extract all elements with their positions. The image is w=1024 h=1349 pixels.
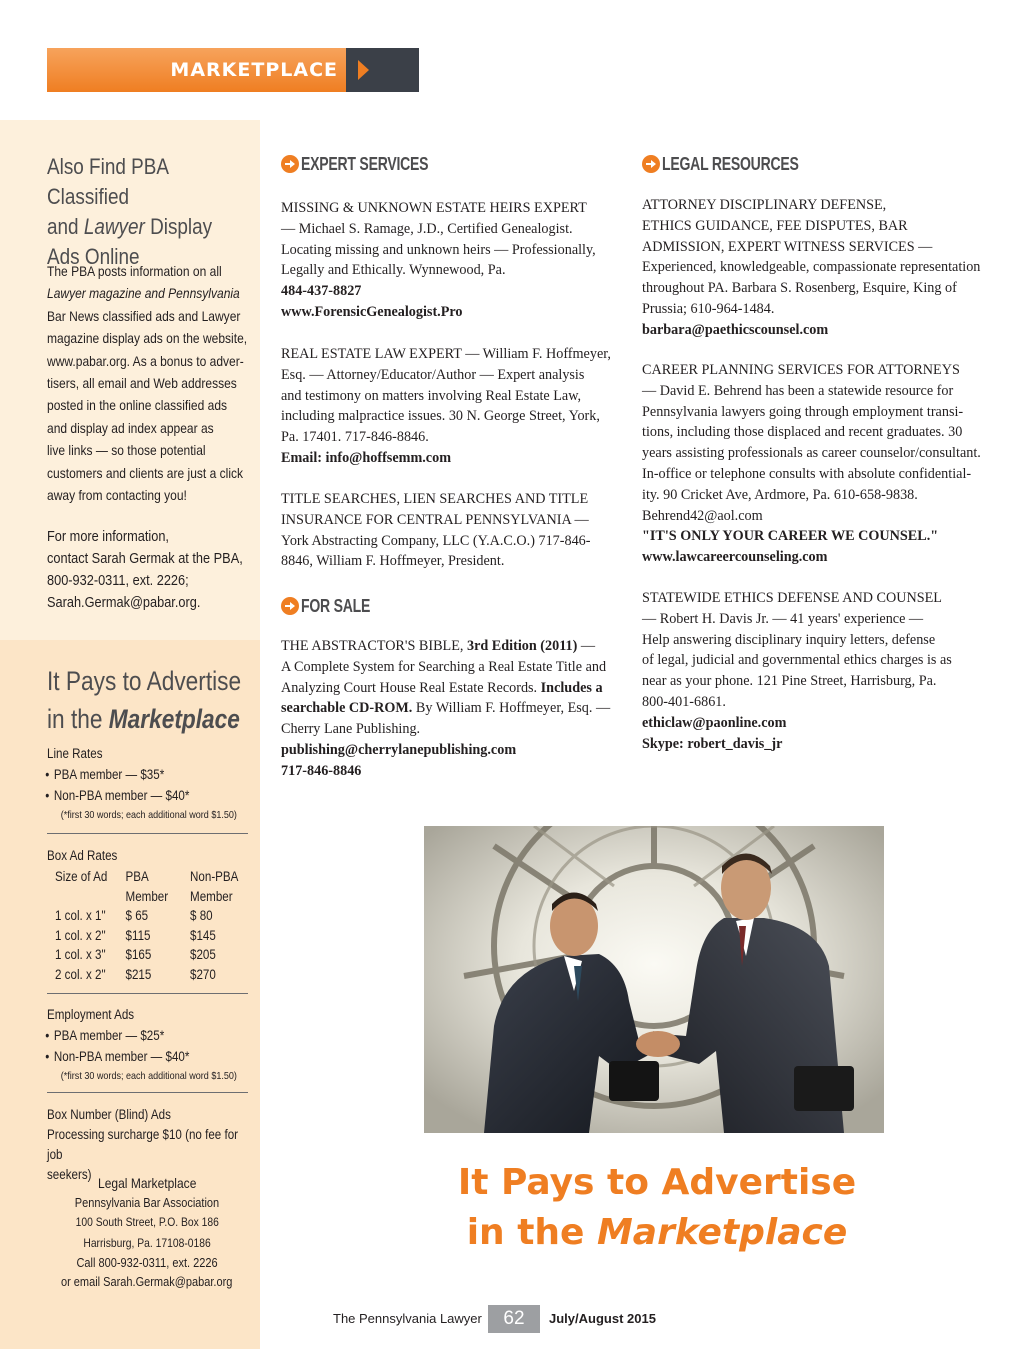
arrow-right-circle-icon — [642, 155, 660, 173]
rate-item: • Non-PBA member — $40* — [47, 785, 253, 806]
rate-note: (*first 30 words; each additional word $1.50) — [60, 809, 237, 821]
employment-list — [47, 1025, 253, 1067]
header-size: Size of Ad — [55, 869, 108, 884]
ad-line: In-office or telephone consults with absolute confidential- — [642, 465, 972, 482]
heading-marketplace: Marketplace — [108, 704, 240, 734]
table-row — [55, 906, 259, 926]
ad-text: By William F. Hoffmeyer, Esq. — — [412, 700, 611, 717]
ad-line: STATEWIDE ETHICS DEFENSE AND COUNSEL — [642, 590, 942, 606]
pays-heading — [47, 662, 249, 738]
ad-abstractors-bible — [281, 636, 617, 782]
ad-line: ATTORNEY DISCIPLINARY DEFENSE, — [642, 197, 887, 213]
line-rates-title: Line Rates — [47, 746, 103, 761]
legal-resources-column — [642, 152, 987, 752]
body-line: Bar News classified ads and Lawyer — [47, 307, 241, 324]
page-number: 62 — [488, 1305, 540, 1333]
ad-ethics-defense — [642, 588, 987, 754]
ad-career-planning — [642, 360, 987, 568]
handshake-photo — [424, 826, 884, 1133]
ad-line: REAL ESTATE LAW EXPERT — William F. Hoffmeyer, — [281, 346, 611, 362]
body-line: live links — so those potential — [47, 442, 206, 459]
cell: 1 col. x 2" — [55, 927, 106, 943]
also-find-heading — [47, 152, 253, 272]
promo-in-the: in the — [466, 1212, 597, 1253]
contact-line: For more information, — [47, 529, 169, 545]
ad-website-link[interactable]: www.ForensicGenealogist.Pro — [281, 303, 463, 320]
cell: $ 65 — [125, 908, 149, 923]
box-number-title: Box Number (Blind) Ads — [47, 1107, 171, 1122]
ad-text: THE ABSTRACTOR'S BIBLE, — [281, 638, 467, 654]
also-find-heading-line1: Also Find PBA Classified — [47, 154, 168, 209]
ad-phone[interactable]: 717-846-8846 — [281, 762, 362, 779]
header-nonpba-text: Non-PBA Member — [190, 869, 238, 904]
ad-slogan: "IT'S ONLY YOUR CAREER WE COUNSEL." — [642, 528, 939, 545]
body-line: tisers, all email and Web addresses — [47, 375, 237, 392]
employment-rates — [47, 1005, 253, 1085]
ad-line: including malpractice issues. 30 N. George Street, York, — [281, 408, 600, 425]
heading-text: LEGAL RESOURCES — [662, 153, 799, 174]
table-row — [55, 965, 259, 985]
ad-bold: 3rd Edition (2011) — [466, 638, 578, 654]
address-text: 100 South Street, P.O. Box 186 — [75, 1215, 219, 1230]
ad-email-link[interactable]: barbara@paethicscounsel.com — [642, 321, 829, 338]
heading-in-the: in the — [47, 704, 109, 734]
for-sale-column — [281, 594, 617, 779]
ad-line — [281, 698, 617, 719]
divider — [47, 833, 248, 834]
box-rates-table — [55, 867, 259, 984]
ad-line: Prussia; 610-964-1484. — [642, 300, 775, 317]
legal-marketplace-address — [47, 1174, 247, 1291]
section-banner — [47, 48, 419, 92]
also-find-contact — [47, 526, 258, 614]
cell: 1 col. x 3" — [55, 947, 106, 962]
divider — [47, 1092, 248, 1093]
box-rates-title-wrap — [47, 846, 253, 866]
ad-line: ETHICS GUIDANCE, FEE DISPUTES, BAR — [642, 217, 908, 234]
table-header — [55, 867, 259, 906]
cell: $270 — [190, 966, 216, 982]
ad-line: MISSING & UNKNOWN ESTATE HEIRS EXPERT — [281, 200, 587, 216]
address-text: Pennsylvania Bar Association — [74, 1195, 220, 1211]
ad-line: Esq. — Attorney/Educator/Author — Expert analysis — [281, 366, 585, 383]
legal-resources-heading — [642, 152, 987, 176]
ad-text: — — [577, 638, 596, 654]
banner-title: MARKETPLACE — [170, 59, 338, 81]
table-row — [55, 926, 259, 946]
pays-heading-line1: It Pays to Advertise — [47, 666, 242, 696]
box-number-text: seekers) — [47, 1167, 92, 1182]
ad-line: and testimony on matters involving Real Estate Law, — [281, 387, 582, 404]
cell: $ 80 — [190, 908, 213, 923]
ad-line: 800-401-6861. — [642, 693, 726, 710]
cell: $145 — [190, 927, 216, 943]
body-line: customers and clients are just a click — [47, 464, 244, 481]
ad-line: ity. 90 Cricket Ave, Ardmore, Pa. 610-658-9838. — [642, 486, 918, 503]
table-row — [55, 945, 259, 965]
address-line — [47, 1272, 247, 1291]
ad-email[interactable]: Behrend42@aol.com — [642, 507, 763, 524]
ad-line: Pa. 17401. 717-846-8846. — [281, 429, 429, 446]
body-line: Lawyer magazine and Pennsylvania — [47, 285, 240, 302]
cell: $165 — [125, 947, 152, 962]
ad-disciplinary-defense — [642, 195, 987, 341]
arrow-right-circle-icon — [281, 597, 299, 615]
line-rates — [47, 744, 253, 824]
body-line: and display ad index appear as — [47, 419, 214, 436]
also-find-body — [47, 260, 253, 506]
address-line — [47, 1212, 247, 1232]
heading-text: EXPERT SERVICES — [301, 153, 429, 174]
ad-line: York Abstracting Company, LLC (Y.A.C.O.) 717-846- — [281, 532, 591, 549]
publication-name: The Pennsylvania Lawyer — [333, 1311, 482, 1326]
banner-title-box — [47, 48, 346, 92]
ad-email-link[interactable]: publishing@cherrylanepublishing.com — [281, 741, 517, 758]
ad-line: INSURANCE FOR CENTRAL PENNSYLVANIA — — [281, 511, 589, 528]
ad-line: Locating missing and unknown heirs — Professionally, — [281, 241, 596, 258]
rate-note: (*first 30 words; each additional word $1.50) — [60, 1070, 237, 1082]
cell: 2 col. x 2" — [55, 966, 106, 982]
header-pba — [126, 867, 191, 906]
contact-line: 800-932-0311, ext. 2226; — [47, 573, 189, 589]
address-line — [47, 1233, 247, 1253]
rate-item: • Non-PBA member — $40* — [47, 1046, 253, 1067]
box-number-ads — [47, 1105, 253, 1185]
heading-italic: Lawyer — [83, 214, 145, 239]
promo-line1: It Pays to Advertise — [457, 1162, 857, 1203]
cell: 1 col. x 1" — [55, 908, 106, 923]
expert-services-heading — [281, 152, 617, 176]
ad-line: — David E. Behrend has been a statewide resource for — [642, 382, 954, 399]
ad-line: ADMISSION, EXPERT WITNESS SERVICES — — [642, 238, 933, 255]
ad-line: Legally and Ethically. Wynnewood, Pa. — [281, 262, 506, 279]
ad-line: Cherry Lane Publishing. — [281, 721, 421, 738]
ad-line: Help answering disciplinary inquiry letters, defense — [642, 631, 936, 648]
ad-line: Pennsylvania lawyers going through employment transi- — [642, 403, 964, 420]
divider — [47, 993, 248, 994]
ad-line — [281, 636, 617, 657]
ad-bold: searchable CD-ROM. — [281, 700, 413, 717]
ad-line: A Complete System for Searching a Real Estate Title and — [281, 658, 607, 675]
address-text: Legal Marketplace — [97, 1175, 197, 1191]
address-line — [47, 1193, 247, 1212]
issue-date: July/August 2015 — [549, 1311, 656, 1326]
ad-bold: Includes a — [540, 679, 603, 696]
ad-phone[interactable]: 484-437-8827 — [281, 283, 362, 300]
ad-title-searches — [281, 489, 617, 572]
ad-line: TITLE SEARCHES, LIEN SEARCHES AND TITLE — [281, 491, 589, 507]
page-footer — [0, 1305, 1024, 1335]
ad-email-link[interactable]: Email: info@hoffsemm.com — [281, 449, 452, 466]
promo-headline — [424, 1158, 890, 1258]
rate-item: • PBA member — $25* — [47, 1025, 253, 1046]
line-rates-list — [47, 764, 253, 806]
header-nonpba — [190, 867, 259, 906]
address-line — [47, 1253, 247, 1272]
body-line: www.pabar.org. As a bonus to adver- — [47, 352, 244, 369]
ad-text: Analyzing Court House Real Estate Records. — [281, 679, 541, 696]
address-text: Harrisburg, Pa. 17108-0186 — [83, 1235, 211, 1250]
rate-item: • PBA member — $35* — [47, 764, 253, 785]
promo-marketplace: Marketplace — [596, 1212, 848, 1253]
ad-line: Experienced, knowledgeable, compassionate representation — [642, 259, 981, 276]
body-line: posted in the online classified ads — [47, 397, 228, 414]
ad-line: — Michael S. Ramage, J.D., Certified Genealogist. — [281, 220, 573, 237]
employment-title: Employment Ads — [47, 1007, 135, 1022]
header-pba-text: PBA Member — [125, 869, 169, 904]
body-line: away from contacting you! — [47, 487, 187, 504]
ad-email-link[interactable]: ethiclaw@paonline.com — [642, 714, 787, 731]
ad-line: throughout PA. Barbara S. Rosenberg, Esquire, King of — [642, 280, 957, 297]
ad-line: 8846, William F. Hoffmeyer, President. — [281, 553, 505, 570]
box-number-text: Processing surcharge $10 (no fee for job — [47, 1127, 239, 1162]
cell: $215 — [125, 966, 152, 982]
contact-line: contact Sarah Germak at the PBA, — [47, 551, 243, 567]
address-line — [47, 1174, 247, 1193]
box-rates-title: Box Ad Rates — [47, 848, 118, 863]
cell: $115 — [125, 927, 151, 943]
ad-website-link[interactable]: www.lawcareercounseling.com — [642, 549, 828, 566]
handshake-image — [424, 826, 884, 1133]
body-line: magazine display ads on the website, — [47, 330, 248, 347]
play-arrow-icon — [358, 60, 369, 80]
also-find-heading-line2 — [47, 212, 253, 242]
heading-and: and — [47, 214, 84, 239]
ad-line: tions, including those displaced and recent graduates. 30 — [642, 424, 963, 441]
banner-arrow-box — [346, 48, 419, 92]
ad-line: of legal, judicial and governmental ethics charges is as — [642, 652, 952, 669]
ad-line: near as your phone. 121 Pine Street, Harrisburg, Pa. — [642, 673, 937, 690]
heading-after: Display — [144, 214, 213, 239]
ad-line: — Robert H. Davis Jr. — 41 years' experience — — [642, 610, 924, 627]
heading-text: FOR SALE — [301, 595, 371, 616]
cell: $205 — [190, 947, 216, 962]
pays-heading-line2 — [47, 700, 249, 738]
ad-line — [281, 678, 617, 699]
contact-email[interactable]: Sarah.Germak@pabar.org. — [47, 595, 201, 611]
address-email[interactable]: or email Sarah.Germak@pabar.org — [61, 1274, 233, 1290]
ad-line: CAREER PLANNING SERVICES FOR ATTORNEYS — [642, 362, 960, 378]
expert-services-column — [281, 152, 617, 570]
also-find-heading-line3: Ads Online — [47, 244, 140, 269]
arrow-right-circle-icon — [281, 155, 299, 173]
body-line: The PBA posts information on all — [47, 263, 222, 279]
ad-line: years assisting professionals as career counselor/consultant. — [642, 445, 981, 462]
ad-estate-heirs — [281, 198, 617, 323]
ad-real-estate-law — [281, 344, 617, 469]
promo-line2 — [424, 1208, 890, 1258]
for-sale-heading — [281, 594, 617, 618]
address-text: Call 800-932-0311, ext. 2226 — [76, 1254, 218, 1270]
ad-skype: Skype: robert_davis_jr — [642, 735, 783, 752]
